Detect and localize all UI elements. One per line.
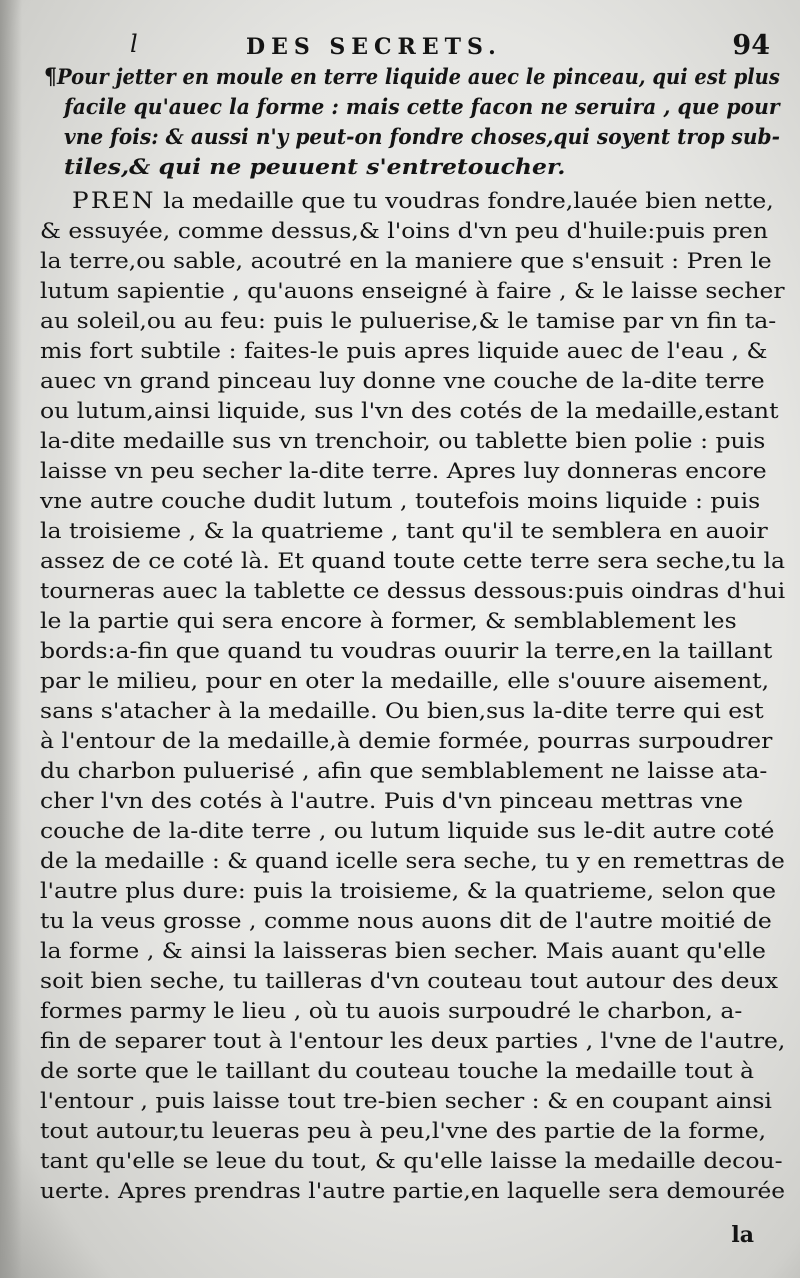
- body-line-text: la medaille que tu voudras fondre,lauée bien nette,: [155, 189, 774, 213]
- body-line: formes parmy le lieu , où tu auois surpoudré le charbon, a-: [40, 999, 743, 1023]
- body-line: soit bien seche, tu tailleras d'vn couteau tout autour des deux: [40, 969, 779, 993]
- page-gutter-shadow: [0, 0, 22, 1278]
- running-head: DES SECRETS.: [246, 34, 502, 60]
- title-line: [44, 62, 780, 92]
- title-line: facile qu'auec la forme : mais cette facon ne seruira , que pour: [64, 94, 780, 119]
- initial-word: PREN: [72, 189, 156, 214]
- body-line: au soleil,ou au feu: puis le puluerise,& le tamise par vn fin ta-: [40, 309, 777, 333]
- page-header: [120, 30, 770, 62]
- header-mark: l: [130, 30, 138, 58]
- body-line: à l'entour de la medaille,à demie formée, pourras surpoudrer: [40, 729, 773, 753]
- body-line: vne autre couche dudit lutum , toutefois moins liquide : puis: [40, 489, 761, 513]
- body-line: [72, 186, 774, 216]
- body-line: bords:a-fin que quand tu voudras ouurir la terre,en la taillant: [40, 639, 773, 663]
- body-line: assez de ce coté là. Et quand toute cette terre sera seche,tu la: [40, 549, 786, 573]
- body-line: couche de la-dite terre , ou lutum liquide sus le-dit autre coté: [40, 819, 775, 843]
- body-line: cher l'vn des cotés à l'autre. Puis d'vn pinceau mettras vne: [40, 789, 744, 813]
- body-line: la troisieme , & la quatrieme , tant qu'il te semblera en auoir: [40, 519, 768, 543]
- body-line: uerte. Apres prendras l'autre partie,en laquelle sera demourée: [40, 1179, 786, 1203]
- catchword: la: [731, 1222, 754, 1248]
- body-line: par le milieu, pour en oter la medaille, elle s'ouure aisement,: [40, 669, 770, 693]
- body-line: & essuyée, comme dessus,& l'oins d'vn peu d'huile:puis pren: [40, 219, 768, 243]
- body-line: ou lutum,ainsi liquide, sus l'vn des cotés de la medaille,estant: [40, 399, 779, 423]
- body-line: le la partie qui sera encore à former, & semblablement les: [40, 609, 737, 633]
- body-line: fin de separer tout à l'entour les deux parties , l'vne de l'autre,: [40, 1029, 786, 1053]
- body-line: tu la veus grosse , comme nous auons dit de l'autre moitié de: [40, 909, 772, 933]
- body-line: tant qu'elle se leue du tout, & qu'elle laisse la medaille decou-: [40, 1149, 783, 1173]
- body-line: tourneras auec la tablette ce dessus dessous:puis oindras d'hui: [40, 579, 786, 603]
- body-line: sans s'atacher à la medaille. Ou bien,sus la-dite terre qui est: [40, 699, 764, 723]
- body-line: laisse vn peu secher la-dite terre. Apres luy donneras encore: [40, 459, 767, 483]
- body-line: de sorte que le taillant du couteau touche la medaille tout à: [40, 1059, 755, 1083]
- body-line: l'entour , puis laisse tout tre-bien secher : & en coupant ainsi: [40, 1089, 772, 1113]
- pilcrow-mark: ¶: [44, 64, 58, 90]
- title-line: vne fois: & aussi n'y peut-on fondre choses,qui soyent trop sub-: [64, 124, 780, 149]
- body-line: la forme , & ainsi la laisseras bien secher. Mais auant qu'elle: [40, 939, 766, 963]
- body-line: la-dite medaille sus vn trenchoir, ou tablette bien polie : puis: [40, 429, 766, 453]
- title-line-text: Pour jetter en moule en terre liquide auec le pinceau, qui est plus: [57, 64, 780, 89]
- body-line: de la medaille : & quand icelle sera seche, tu y en remettras de: [40, 849, 785, 873]
- body-line: mis fort subtile : faites-le puis apres liquide auec de l'eau , &: [40, 339, 768, 363]
- title-line: tiles,& qui ne peuuent s'entretoucher.: [64, 154, 566, 179]
- page-number: 94: [732, 30, 770, 61]
- body-line: la terre,ou sable, acoutré en la maniere que s'ensuit : Pren le: [40, 249, 772, 273]
- body-line: l'autre plus dure: puis la troisieme, & la quatrieme, selon que: [40, 879, 777, 903]
- body-line: auec vn grand pinceau luy donne vne couche de la-dite terre: [40, 369, 765, 393]
- body-line: du charbon puluerisé , afin que semblablement ne laisse ata-: [40, 759, 768, 783]
- body-line: lutum sapientie , qu'auons enseigné à faire , & le laisse secher: [40, 279, 785, 303]
- body-line: tout autour,tu leueras peu à peu,l'vne des partie de la forme,: [40, 1119, 767, 1143]
